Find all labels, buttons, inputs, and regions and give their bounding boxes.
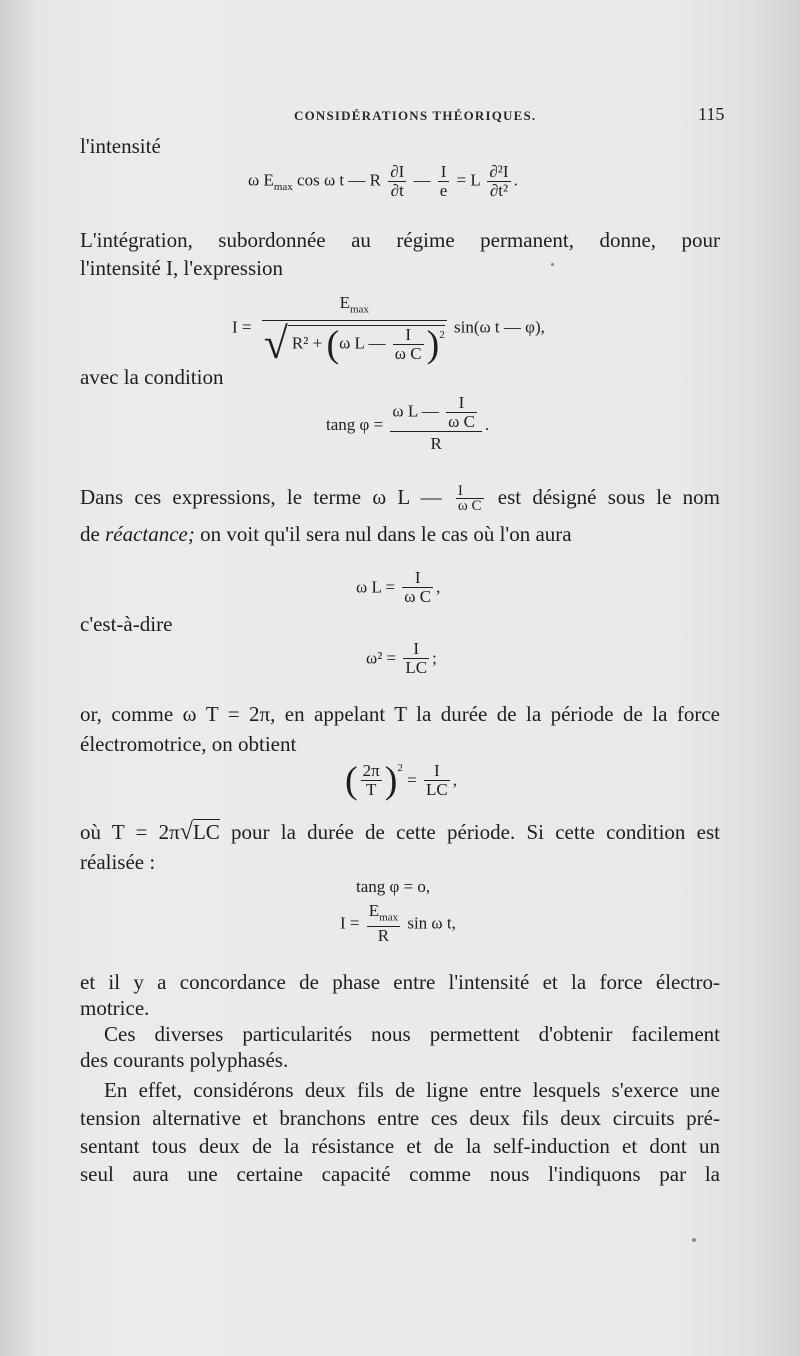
equation-5: ω² = $\frac{I}{LC}$ ; <box>366 639 437 677</box>
text-line: or, comme ω T = 2π, en appelant T la durée de la période de la force <box>80 702 720 726</box>
equation-4: ω L = $\frac{I}{\text{ω C}}$ , <box>356 568 441 606</box>
text-line: l'intensité I, l'expression <box>80 256 283 280</box>
fraction: $E_{max}$ √ R² + (ω L — $\frac{I}{\text{ω C}}$ )$^2$ <box>263 293 445 369</box>
paper-speck <box>692 1238 696 1242</box>
paper-speck <box>551 263 554 266</box>
equation-2 <box>232 292 545 369</box>
text-line: c'est-à-dire <box>80 612 173 636</box>
page-number: 115 <box>698 104 725 124</box>
fraction: $\frac{\text{∂²I}}{\text{∂t²}}$ <box>489 162 509 200</box>
text-line: réalisée : <box>80 850 156 874</box>
eq-term: cos ω t — R <box>297 170 381 190</box>
eq-subscript: max <box>273 180 293 193</box>
text-line: seul aura une certaine capacité comme nous l'indiquons par la <box>80 1162 720 1186</box>
eq-operator: — <box>413 170 431 190</box>
text-line: avec la condition <box>80 365 224 389</box>
running-title: CONSIDÉRATIONS THÉORIQUES. <box>294 108 537 123</box>
text-line: L'intégration, subordonnée au régime permanent, donne, pour <box>80 228 720 252</box>
text-line: sentant tous deux de la résistance et de la self-induction et dont un <box>80 1134 720 1158</box>
text-line: où T = 2π√LC pour la durée de cette période. Si cette condition est <box>80 819 720 845</box>
text-line: En effet, considérons deux fils de ligne entre lesquels s'exerce une <box>104 1078 720 1102</box>
eq-term: tang φ = <box>326 415 384 434</box>
text-line: Dans ces expressions, le terme ω L — $\frac{I}{\text{ω C}}$ est désigné sous le nom <box>80 483 720 515</box>
eq-term: sin(ω t — φ), <box>453 317 545 337</box>
eq-operator: = L <box>456 170 481 190</box>
equation-7a: tang φ = o, <box>356 877 431 896</box>
equation-1: ω $E_{max}$ cos ω t — R $\frac{\partial I}{\partial t}$ — $\frac{I}{e}$ = L $\frac{\text{∂²I}}{\text{∂t²}}$ . <box>248 162 518 200</box>
text-line: tension alternative et branchons entre ces deux fils deux circuits pré- <box>80 1106 720 1130</box>
text-line: électromotrice, on obtient <box>80 732 297 756</box>
fraction: $\frac{\partial I}{\partial t}$ <box>390 162 405 200</box>
fraction: $\frac{I}{e}$ <box>439 162 448 200</box>
text-line: l'intensité <box>80 134 161 158</box>
equation-6: ( $\frac{2\pi}{T}$ )$^2$ = $\frac{I}{LC}$ , <box>345 759 457 802</box>
text-line: Ces diverses particularités nous permettent d'obtenir facilement <box>104 1022 720 1046</box>
italic-term: réactance; <box>105 522 195 546</box>
text-line: de réactance; on voit qu'il sera nul dans le cas où l'on aura <box>80 522 572 546</box>
equation-7b: I = $\frac{E_{max}}{R}$ sin ω t, <box>340 901 456 946</box>
text-line: et il y a concordance de phase entre l'intensité et la force électro- <box>80 970 720 994</box>
eq-term: I = <box>232 317 252 337</box>
text-line: motrice. <box>80 996 150 1020</box>
square-root: √ R² + (ω L — $\frac{I}{\text{ω C}}$ )$^2$ <box>263 319 445 369</box>
eq-term: ω E <box>248 170 274 190</box>
equation-3: tang φ = ω L — $\frac{I}{\text{ω C}}$ R . <box>326 394 489 456</box>
text-line: des courants polyphasés. <box>80 1048 289 1072</box>
fraction: ω L — $\frac{I}{\text{ω C}}$ R <box>390 394 481 456</box>
